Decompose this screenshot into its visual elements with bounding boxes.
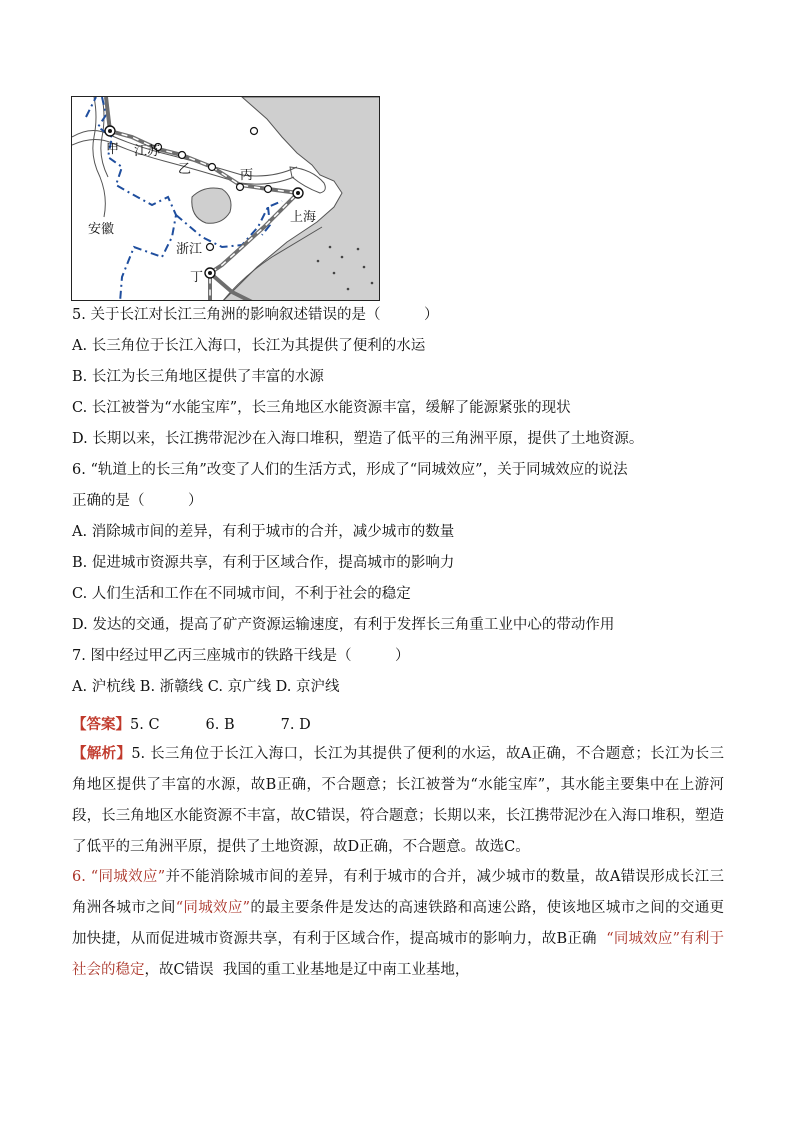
label-jiangsu: 江苏 — [134, 144, 161, 159]
answer-5: 5. C — [130, 717, 160, 733]
analysis-6-t2: 形成长江三角洲各城市之间 — [72, 869, 724, 916]
answer-7: 7. D — [280, 717, 311, 733]
answer-line — [72, 715, 311, 735]
q6-stem-line2: 正确的是（ ） — [72, 493, 203, 509]
answer-6: 6. B — [205, 717, 235, 733]
q5-option-a: A. 长三角位于长江入海口，长江为其提供了便利的水运 — [72, 338, 426, 354]
q5-option-d: D. 长期以来，长江携带泥沙在入海口堆积，塑造了低平的三角洲平原，提供了土地资源。 — [72, 431, 644, 447]
q6-option-a: A. 消除城市间的差异，有利于城市的合并，减少城市的数量 — [72, 524, 455, 540]
analysis-6-t5: 我国的重工业基地是辽中南工业基地， — [222, 962, 470, 978]
label-anhui: 安徽 — [88, 222, 115, 237]
q5-option-c: C. 长江被誉为“水能宝库”，长三角地区水能资源丰富，缓解了能源紧张的现状 — [72, 400, 571, 416]
analysis-tag: 【解析】 — [72, 745, 132, 762]
label-shanghai: 上海 — [290, 210, 317, 225]
q7-options: A. 沪杭线 B. 浙赣线 C. 京广线 D. 京沪线 — [72, 679, 340, 695]
label-jia: 甲 — [106, 142, 120, 157]
questions — [72, 305, 732, 708]
q7-stem: 7. 图中经过甲乙丙三座城市的铁路干线是（ ） — [72, 648, 410, 664]
analysis-6-red1: 6. “同城效应” — [72, 869, 166, 885]
analysis-6-t4: ，故C错误 — [144, 962, 214, 978]
q6-option-b: B. 促进城市资源共享，有利于区域合作，提高城市的影响力 — [72, 555, 455, 571]
analysis-6-t3: 的最主要条件是发达的高速铁路和高速公路，使该地区城市之间的交通更加快捷，从而促进城市资源共享，有利于区域合作，提高城市的影响力，故B正确 — [72, 900, 725, 947]
map-svg — [72, 97, 380, 301]
q5-option-b: B. 长江为长三角地区提供了丰富的水源 — [72, 369, 324, 385]
yangtze-delta-map — [71, 96, 380, 301]
label-zhejiang: 浙江 — [176, 242, 203, 257]
analysis-6 — [72, 862, 724, 986]
label-ding: 丁 — [190, 270, 204, 285]
analysis-6-t1: 并不能消除城市间的差异，有利于城市的合并，减少城市的数量，故A错误 — [165, 869, 651, 885]
taihu-lake — [192, 188, 231, 223]
q5-stem: 5. 关于长江对长江三角洲的影响叙述错误的是（ ） — [72, 307, 439, 323]
label-bing: 丙 — [240, 168, 254, 183]
analysis-6-red2: “同城效应” — [175, 900, 251, 916]
q6-stem-line1: 6. “轨道上的长三角”改变了人们的生活方式，形成了“同城效应”，关于同城效应的说法 — [72, 462, 628, 478]
label-yi: 乙 — [178, 162, 192, 177]
q6-option-c: C. 人们生活和工作在不同城市间，不利于社会的稳定 — [72, 586, 411, 602]
analysis-6-red3: “同城效应”有利于社会的稳定 — [72, 931, 725, 978]
answer-tag: 【答案】 — [72, 716, 130, 733]
analysis-5-text: 5. 长三角位于长江入海口，长江为其提供了便利的水运，故A正确，不合题意；长江为长三角地区提供了丰富的水源，故B正确，不合题意；长江被誉为“水能宝库”，其水能主要集中在上游河段，长三角地区水能资源不丰富，故C错误，符合题意；长期以来，长江携带泥沙在入海口堆积，塑造了低平的三角洲平原，提供了土地资源，故D正确，不合题意。故选C。 — [72, 746, 724, 855]
analysis-5 — [72, 738, 724, 863]
q6-option-d: D. 发达的交通，提高了矿产资源运输速度，有利于发挥长三角重工业中心的带动作用 — [72, 617, 615, 633]
sea-area — [222, 97, 380, 301]
